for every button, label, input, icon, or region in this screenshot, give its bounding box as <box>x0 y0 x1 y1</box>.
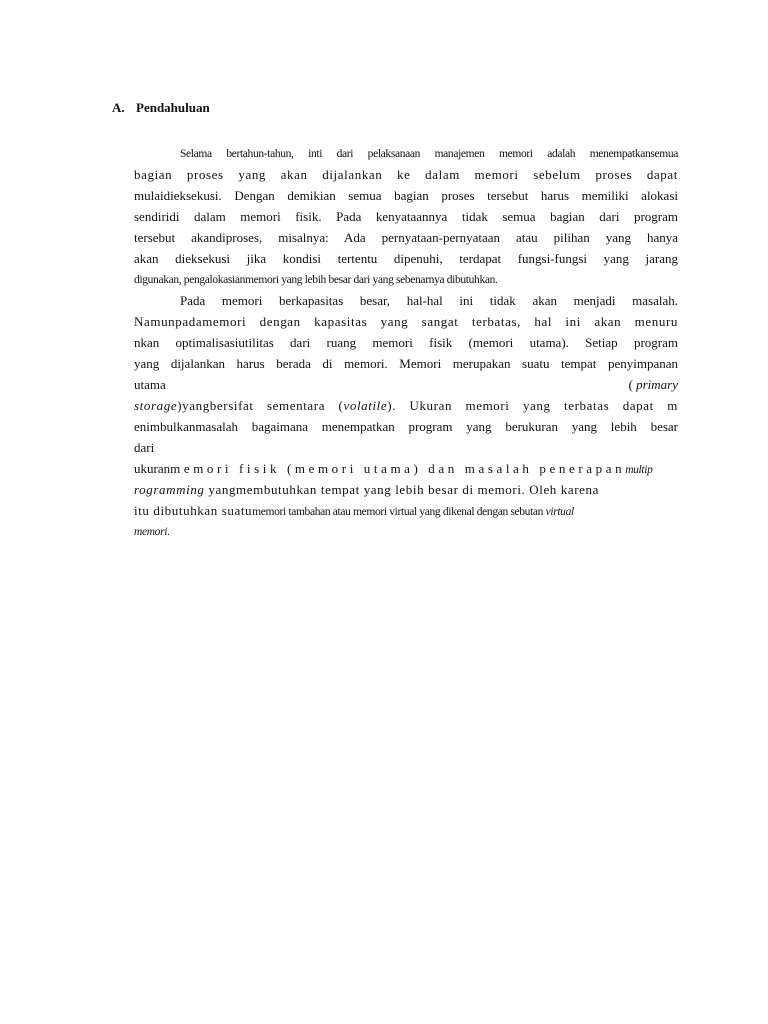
italic-term: virtual <box>545 506 574 518</box>
text-fragment: memori fisik (memori utama) dan masalah penerapan <box>170 461 626 476</box>
text-line: yang dijalankan harus berada di memori. Memori merupakan suatu tempat penyimpanan <box>134 356 678 371</box>
text-fragment: memori tambahan atau memori virtual yang dikenal dengan sebutan <box>252 506 546 518</box>
text-fragment: ukuran <box>134 461 171 476</box>
text-line: tersebut akandiproses, misalnya: Ada pernyataan-pernyataan atau pilihan yang hanya <box>134 230 678 245</box>
text-line: Namunpadamemori dengan kapasitas yang sangat terbatas, hal ini akan menuru <box>134 314 678 329</box>
text-line <box>134 480 678 500</box>
text-fragment: ( <box>628 377 633 392</box>
text-line <box>134 501 678 522</box>
section-number: A. <box>112 100 125 115</box>
italic-term: multip <box>625 464 653 476</box>
text-line <box>134 459 678 480</box>
text-line: dari <box>134 440 155 455</box>
italic-term: rogramming <box>134 482 205 497</box>
text-fragment: ). Ukuran memori yang terbatas dapat m <box>387 398 678 413</box>
text-line <box>134 396 678 416</box>
italic-term: storage <box>134 398 178 413</box>
text-fragment: )yangbersifat sementara ( <box>177 398 344 413</box>
text-fragment: . <box>167 526 170 538</box>
italic-term: volatile <box>343 398 388 413</box>
italic-term: primary <box>636 377 678 392</box>
text-line: Selama bertahun-tahun, inti dari pelaksanaan manajemen memori adalah menempatkansemua <box>180 148 678 160</box>
text-line: akan dieksekusi jika kondisi tertentu dipenuhi, terdapat fungsi-fungsi yang jarang <box>134 251 678 266</box>
italic-term: memori <box>134 526 168 538</box>
section-title: Pendahuluan <box>136 100 210 115</box>
text-line <box>134 375 678 395</box>
text-fragment: itu dibutuhkan suatu <box>134 503 253 518</box>
text-line <box>134 522 678 542</box>
text-line: digunakan, pengalokasianmemori yang lebih besar dari yang sebenarnya dibutuhkan. <box>134 274 498 286</box>
text-line: mulaidieksekusi. Dengan demikian semua bagian proses tersebut harus memiliki alokasi <box>134 188 678 203</box>
text-line: sendiridi dalam memori fisik. Pada kenyataannya tidak semua bagian dari program <box>134 209 678 224</box>
text-line: enimbulkanmasalah bagaimana menempatkan program yang berukuran yang lebih besar <box>134 419 678 434</box>
text-fragment: yangmembutuhkan tempat yang lebih besar di memori. Oleh karena <box>204 482 599 497</box>
section-heading <box>112 100 210 116</box>
text-line: nkan optimalisasiutilitas dari ruang memori fisik (memori utama). Setiap program <box>134 335 678 350</box>
text-line: utama <box>134 377 166 392</box>
text-line: Pada memori berkapasitas besar, hal-hal ini tidak akan menjadi masalah. <box>180 293 678 308</box>
text-line: bagian proses yang akan dijalankan ke dalam memori sebelum proses dapat <box>134 167 678 182</box>
